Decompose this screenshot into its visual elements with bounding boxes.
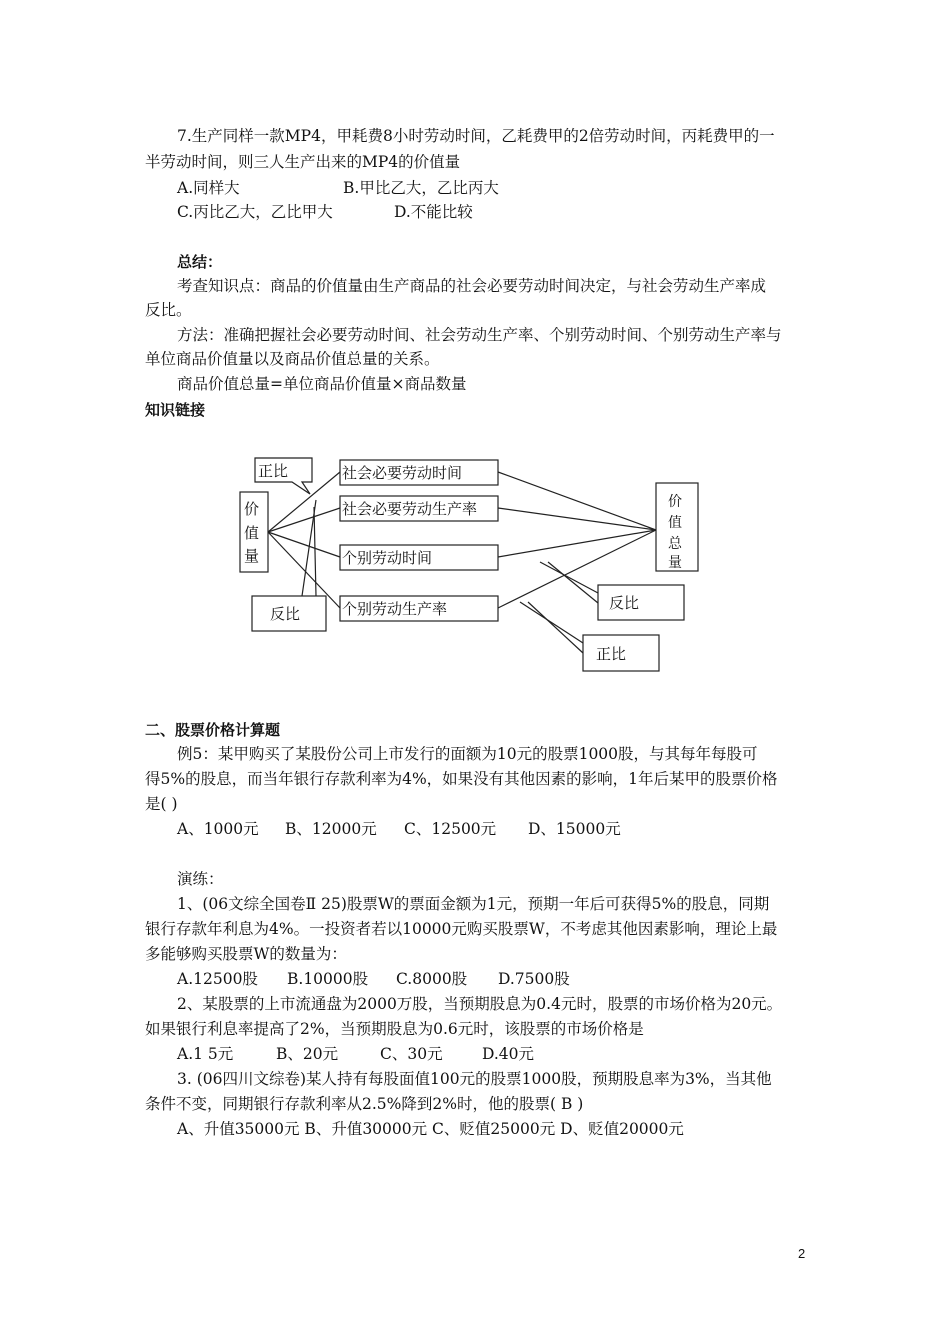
practice-1-line-2: 银行存款年利息为4%。一投资者若以10000元购买股票W，不考虑其他因素影响，理论上最 bbox=[145, 920, 778, 938]
summary-p1-line-1: 考查知识点：商品的价值量由生产商品的社会必要劳动时间决定，与社会劳动生产率成 bbox=[177, 277, 767, 295]
practice-2-line-2: 如果银行利息率提高了2%，当预期股息为0.6元时，该股票的市场价格是 bbox=[145, 1020, 644, 1038]
q7-option-b: B.甲比乙大，乙比丙大 bbox=[343, 179, 499, 197]
practice-2-option-d: D.40元 bbox=[482, 1045, 535, 1063]
example-5-option-b: B、12000元 bbox=[285, 820, 377, 838]
middle-node-4: 个别劳动生产率 bbox=[342, 600, 448, 618]
q7-option-d: D.不能比较 bbox=[394, 203, 473, 221]
q7-line-1: 7.生产同样一款MP4，甲耗费8小时劳动时间，乙耗费甲的2倍劳动时间，丙耗费甲的一 bbox=[177, 127, 775, 145]
q7-option-c: C.丙比乙大，乙比甲大 bbox=[177, 203, 333, 221]
practice-2-option-c: C、30元 bbox=[380, 1045, 443, 1063]
middle-node-1: 社会必要劳动时间 bbox=[342, 464, 463, 482]
value-node-char-2: 值 bbox=[244, 524, 260, 542]
practice-1-option-b: B.10000股 bbox=[287, 970, 369, 988]
practice-heading: 演练： bbox=[177, 870, 224, 888]
total-node-char-2: 值 bbox=[668, 515, 682, 531]
q7-option-a: A.同样大 bbox=[177, 179, 240, 197]
practice-1-option-a: A.12500股 bbox=[177, 970, 258, 988]
value-node-char-1: 价 bbox=[244, 500, 260, 518]
middle-node-3: 个别劳动时间 bbox=[342, 549, 433, 567]
section-2-title: 二、股票价格计算题 bbox=[145, 721, 281, 739]
label-left-bottom: 反比 bbox=[270, 605, 301, 623]
example-5-option-a: A、1000元 bbox=[177, 820, 259, 838]
total-node-char-1: 价 bbox=[668, 494, 682, 510]
practice-2-line-1: 2、某股票的上市流通盘为2000万股，当预期股息为0.4元时，股票的市场价格为20元。 bbox=[177, 995, 783, 1013]
summary-title: 总结： bbox=[177, 253, 223, 271]
knowledge-link-heading: 知识链接 bbox=[145, 401, 206, 419]
page-number: 2 bbox=[798, 1246, 806, 1261]
example-5-line-2: 得5%的股息，而当年银行存款利率为4%，如果没有其他因素的影响，1年后某甲的股票价格 bbox=[145, 770, 778, 788]
practice-1-option-c: C.8000股 bbox=[396, 970, 468, 988]
total-node-char-3: 总 bbox=[668, 536, 682, 552]
value-relationship-diagram bbox=[230, 450, 710, 680]
practice-2-option-b: B、20元 bbox=[276, 1045, 339, 1063]
q7-line-2: 半劳动时间，则三人生产出来的MP4的价值量 bbox=[145, 153, 461, 171]
example-5-line-1: 例5：某甲购买了某股份公司上市发行的面额为10元的股票1000股，与其每年每股可 bbox=[177, 745, 758, 763]
practice-1-line-1: 1、(06文综全国卷Ⅱ 25)股票W的票面金额为1元，预期一年后可获得5%的股息，同期 bbox=[177, 895, 770, 913]
summary-p2-line-2: 单位商品价值量以及商品价值总量的关系。 bbox=[145, 350, 440, 368]
practice-3-options: A、升值35000元 B、升值30000元 C、贬值25000元 D、贬值20000元 bbox=[177, 1120, 684, 1138]
practice-1-line-3: 多能够购买股票W的数量为： bbox=[145, 945, 347, 963]
practice-2-option-a: A.1 5元 bbox=[177, 1045, 234, 1063]
example-5-option-d: D、15000元 bbox=[528, 820, 621, 838]
label-right-bottom: 正比 bbox=[596, 645, 627, 663]
practice-1-option-d: D.7500股 bbox=[498, 970, 570, 988]
example-5-option-c: C、12500元 bbox=[404, 820, 497, 838]
summary-p2-line-1: 方法：准确把握社会必要劳动时间、社会劳动生产率、个别劳动时间、个别劳动生产率与 bbox=[177, 326, 782, 344]
practice-3-line-2: 条件不变，同期银行存款利率从2.5%降到2%时，他的股票( B ) bbox=[145, 1095, 584, 1113]
label-left-top: 正比 bbox=[258, 462, 289, 480]
example-5-line-3: 是( ) bbox=[145, 795, 178, 813]
middle-node-2: 社会必要劳动生产率 bbox=[342, 500, 478, 518]
summary-p3: 商品价值总量=单位商品价值量×商品数量 bbox=[177, 375, 467, 393]
practice-3-line-1: 3. (06四川文综卷)某人持有每股面值100元的股票1000股，预期股息率为3%，当其他 bbox=[177, 1070, 772, 1088]
label-right-mid: 反比 bbox=[609, 594, 640, 612]
total-node-char-4: 量 bbox=[668, 555, 682, 571]
summary-p1-line-2: 反比。 bbox=[145, 301, 192, 319]
value-node-char-3: 量 bbox=[244, 547, 260, 565]
